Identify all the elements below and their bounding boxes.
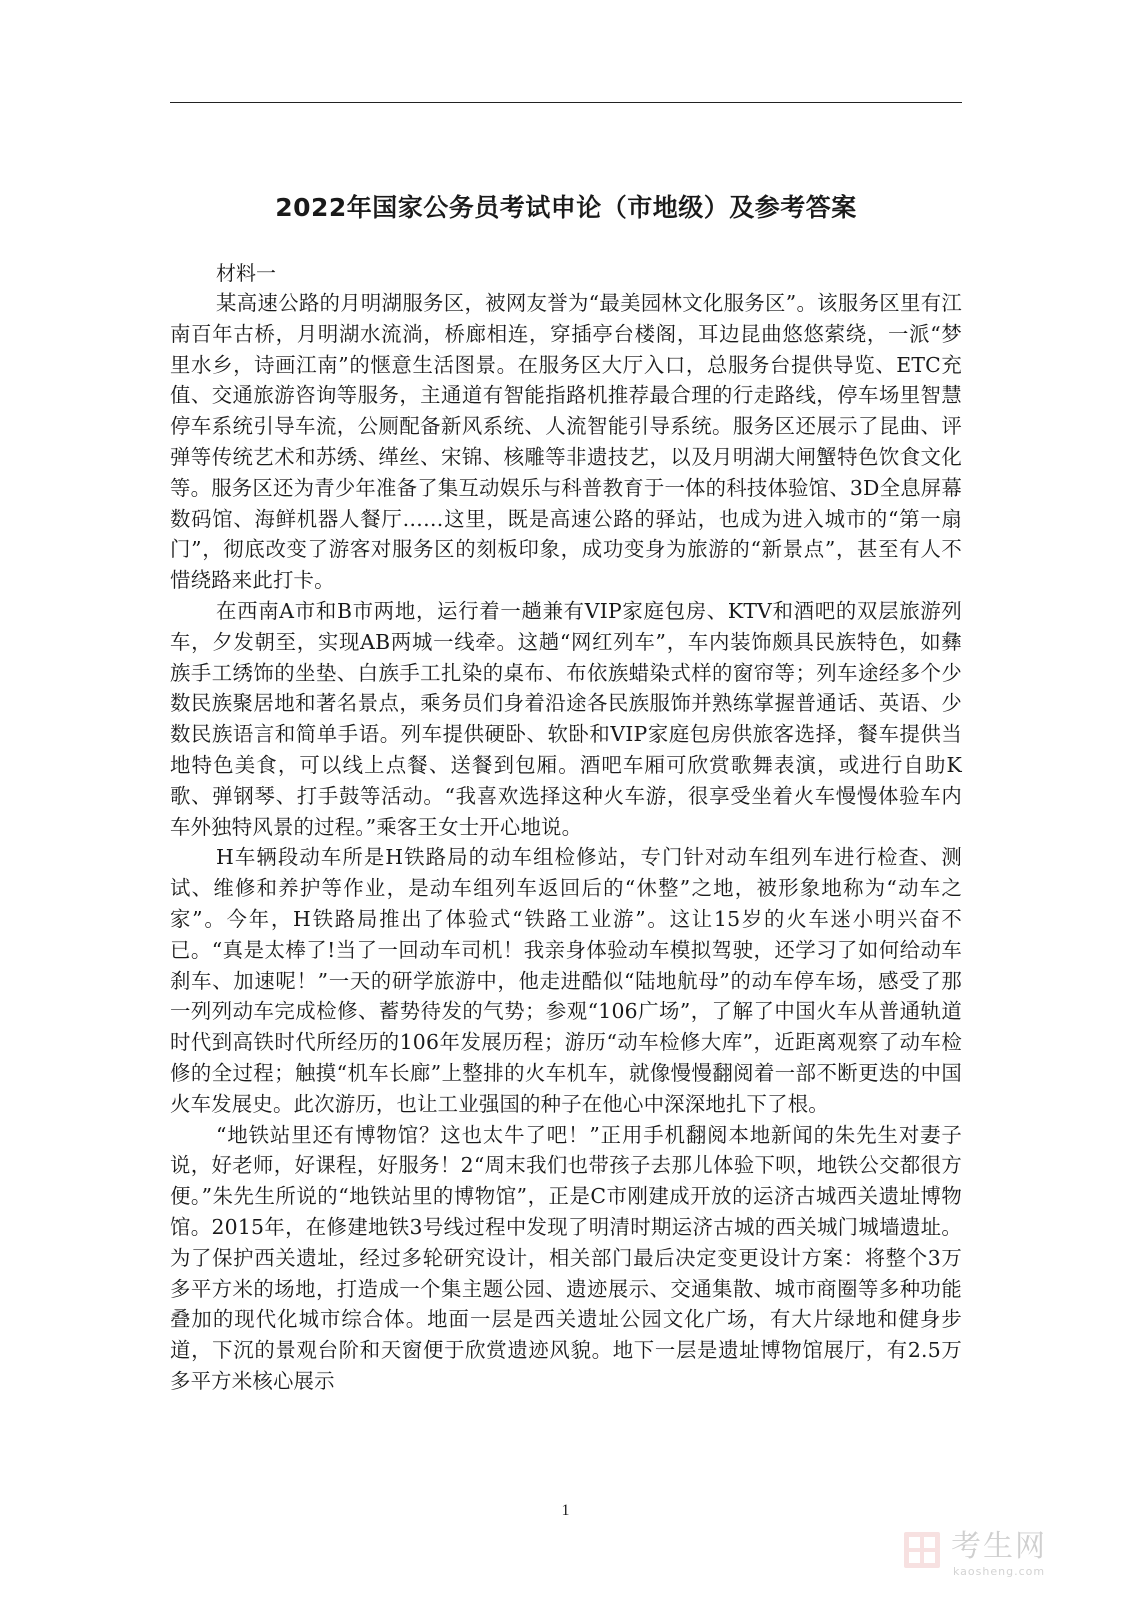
paragraph: H车辆段动车所是H铁路局的动车组检修站，专门针对动车组列车进行检查、测试、维修和养护等作业，是动车组列车返回后的“休整”之地，被形象地称为“动车之家”。今年，H铁路局推出了体验式“铁路工业游”。这让15岁的火车迷小明兴奋不已。“真是太棒了!当了一回动车司机！我亲身体验动车模拟驾驶，还学习了如何给动车刹车、加速呢！”一天的研学旅游中，他走进酷似“陆地航母”的动车停车场，感受了那一列列动车完成检修、蓄势待发的气势；参观“106广场”，了解了中国火车从普通轨道时代到高铁时代所经历的106年发展历程；游历“动车检修大库”，近距离观察了动车检修的全过程；触摸“机车长廊”上整排的火车机车，就像慢慢翻阅着一部不断更迭的中国火车发展史。此次游历，也让工业强国的种子在他心中深深地扎下了根。 xyxy=(170,845,962,1116)
paragraph: 在西南A市和B市两地，运行着一趟兼有VIP家庭包房、KTV和酒吧的双层旅游列车，夕发朝至，实现AB两城一线牵。这趟“网红列车”，车内装饰颇具民族特色，如彝族手工绣饰的坐垫、白族手工扎染的桌布、布依族蜡染式样的窗帘等；列车途经多个少数民族聚居地和著名景点，乘务员们身着沿途各民族服饰并熟练掌握普通话、英语、少数民族语言和简单手语。列车提供硬卧、软卧和VIP家庭包房供旅客选择，餐车提供当地特色美食，可以线上点餐、送餐到包厢。酒吧车厢可欣赏歌舞表演，或进行自助K歌、弹钢琴、打手鼓等活动。“我喜欢选择这种火车游，很享受坐着火车慢慢体验车内车外独特风景的过程。”乘客王女士开心地说。 xyxy=(170,598,962,839)
watermark xyxy=(903,1530,1103,1578)
watermark-url: kaosheng.com xyxy=(953,1565,1046,1578)
page-title: 2022年国家公务员考试申论（市地级）及参考答案 xyxy=(275,193,857,222)
paragraph: “地铁站里还有博物馆？这也太牛了吧！”正用手机翻阅本地新闻的朱先生对妻子说，好老师，好课程，好服务！2“周末我们也带孩子去那儿体验下呗，地铁公交都很方便。”朱先生所说的“地铁站里的博物馆”，正是C市刚建成开放的运济古城西关遗址博物馆。2015年，在修建地铁3号线过程中发现了明清时期运济古城的西关城门城墙遗址。为了保护西关遗址，经过多轮研究设计，相关部门最后决定变更设计方案：将整个3万多平方米的场地，打造成一个集主题公园、遗迹展示、交通集散、城市商圈等多种功能叠加的现代化城市综合体。地面一层是西关遗址公园文化广场，有大片绿地和健身步道，下沉的景观台阶和天窗便于欣赏遗迹风貌。地下一层是遗址博物馆展厅，有2.5万多平方米核心展示 xyxy=(170,1122,962,1393)
watermark-brand: 考生网 xyxy=(951,1529,1047,1564)
kaosheng-logo-icon xyxy=(903,1530,943,1570)
paragraph: 某高速公路的月明湖服务区，被网友誉为“最美园林文化服务区”。该服务区里有江南百年古桥，月明湖水流淌，桥廊相连，穿插亭台楼阁，耳边昆曲悠悠萦绕，一派“梦里水乡，诗画江南”的惬意生活图景。在服务区大厅入口，总服务台提供导览、ETC充值、交通旅游咨询等服务，主通道有智能指路机推荐最合理的行走路线，停车场里智慧停车系统引导车流，公厕配备新风系统、人流智能引导系统。服务区还展示了昆曲、评弹等传统艺术和苏绣、缂丝、宋锦、核雕等非遗技艺，以及月明湖大闸蟹特色饮食文化等。服务区还为青少年准备了集互动娱乐与科普教育于一体的科技体验馆、3D全息屏幕数码馆、海鲜机器人餐厅……这里，既是高速公路的驿站，也成为进入城市的“第一扇门”，彻底改变了游客对服务区的刻板印象，成功变身为旅游的“新景点”，甚至有人不惜绕路来此打卡。 xyxy=(170,291,962,593)
document-body xyxy=(170,258,962,1397)
section-label: 材料一 xyxy=(216,261,276,285)
page-number: 1 xyxy=(561,1502,570,1519)
header-rule xyxy=(170,102,962,103)
